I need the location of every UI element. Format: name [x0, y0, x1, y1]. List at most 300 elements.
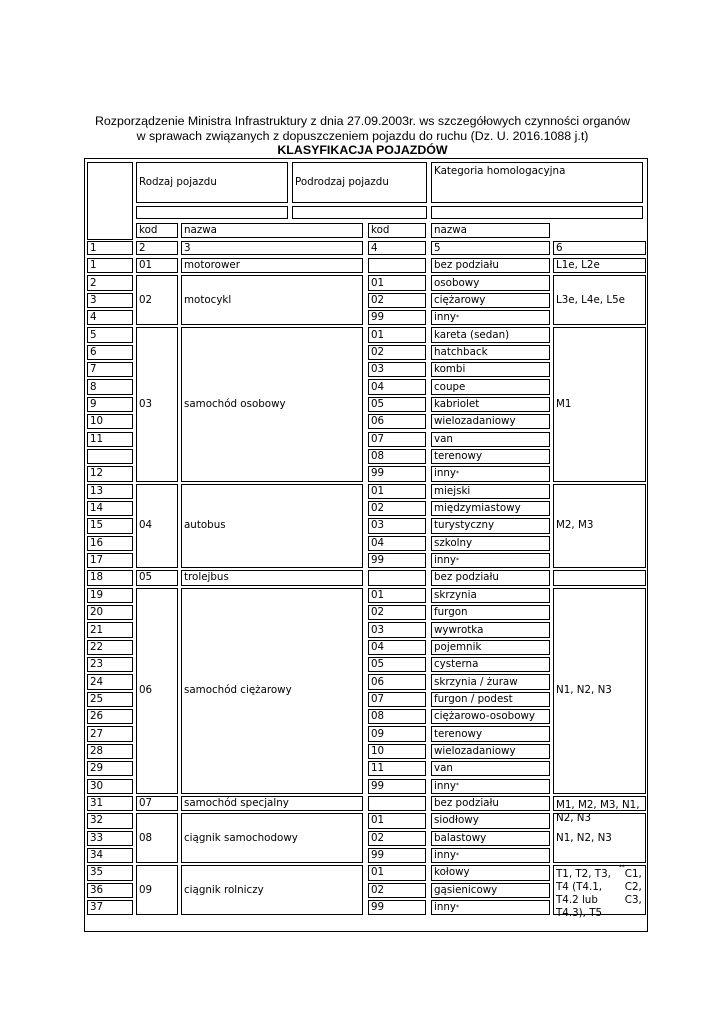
- subtype-name-text: inny: [434, 849, 457, 862]
- subtype-code: [368, 345, 426, 360]
- row-number-text: 13: [90, 484, 104, 497]
- subtype-name-text: furgon / podest: [434, 692, 513, 705]
- column-number-5: [431, 241, 550, 255]
- subtype-code: [368, 397, 426, 412]
- classification-table: [84, 158, 648, 932]
- column-number-6: [553, 241, 646, 255]
- row-number: [87, 674, 133, 689]
- subtype-code-text: 99: [371, 311, 385, 324]
- subtype-code-text: 99: [371, 467, 385, 480]
- header-podrodzaj-text: Podrodzaj pojazdu: [295, 176, 389, 188]
- row-number-text: 10: [90, 415, 104, 428]
- subtype-code-text: 08: [371, 710, 385, 723]
- subtype-name: [431, 692, 550, 707]
- row-number: [87, 831, 133, 846]
- row-number: [87, 605, 133, 620]
- subtype-code: [368, 744, 426, 759]
- subtype-name-text: bez podziału: [434, 259, 499, 272]
- row-number: [87, 258, 133, 273]
- subtype-name: inny *: [431, 553, 550, 568]
- homologation-category: [553, 327, 646, 481]
- subtype-code-text: 04: [371, 640, 385, 653]
- row-number: [87, 553, 133, 568]
- subtype-name: [431, 484, 550, 499]
- subtype-code: [368, 327, 426, 342]
- subtype-code-text: 08: [371, 450, 385, 463]
- subtype-name: [431, 865, 550, 880]
- vehicle-name-text: autobus: [184, 519, 226, 532]
- subtype-code-text: 02: [371, 606, 385, 619]
- row-number-text: 19: [90, 588, 104, 601]
- column-number-1-text: 1: [90, 241, 97, 254]
- homologation-category: [553, 588, 646, 794]
- vehicle-name-text: samochód specjalny: [184, 797, 289, 810]
- subtype-name-text: skrzynia / żuraw: [434, 675, 518, 688]
- subtype-code: [368, 674, 426, 689]
- subtype-name-text: gąsienicowy: [434, 883, 498, 896]
- subtype-name: [431, 761, 550, 776]
- subtype-name: [431, 813, 550, 828]
- column-number-1: [87, 241, 133, 255]
- subtype-name-text: balastowy: [434, 831, 487, 844]
- vehicle-code-text: 06: [139, 684, 153, 697]
- vehicle-code: [136, 865, 178, 915]
- subtype-name-text: wielozadaniowy: [434, 415, 516, 428]
- column-number-5-text: 5: [434, 241, 441, 254]
- vehicle-code: [136, 327, 178, 481]
- subtype-name-text: cysterna: [434, 658, 479, 671]
- subtype-name: inny *: [431, 466, 550, 481]
- row-number-text: 18: [90, 571, 104, 584]
- row-number-text: 2: [90, 276, 97, 289]
- row-number: [87, 640, 133, 655]
- column-number-2-text: 2: [139, 241, 146, 254]
- row-number: [87, 466, 133, 481]
- row-number-text: 1: [90, 259, 97, 272]
- subtype-name: [431, 501, 550, 516]
- subtype-name: [431, 536, 550, 551]
- subtype-name: [431, 432, 550, 447]
- subtype-code-text: 01: [371, 866, 385, 879]
- row-number: [87, 293, 133, 308]
- row-number-text: 34: [90, 849, 104, 862]
- homologation-category: [553, 258, 646, 273]
- row-number-text: 26: [90, 710, 104, 723]
- row-number: [87, 484, 133, 499]
- header-nazwa-text: nazwa: [184, 224, 217, 236]
- vehicle-code: [136, 813, 178, 863]
- row-number-text: 9: [90, 397, 97, 410]
- homologation-category-text: M1, M2, M3, N1, N2, N3: [556, 798, 640, 824]
- row-number: [87, 761, 133, 776]
- subtype-code-text: 03: [371, 519, 385, 532]
- vehicle-code: [136, 570, 178, 585]
- vehicle-code: [136, 258, 178, 273]
- subtype-code-text: 05: [371, 658, 385, 671]
- subtype-name: [431, 883, 550, 898]
- subtype-name: inny *: [431, 310, 550, 325]
- subtype-code: [368, 275, 426, 290]
- row-number: [87, 414, 133, 429]
- row-number: [87, 310, 133, 325]
- row-number-text: 28: [90, 744, 104, 757]
- row-number: [87, 622, 133, 637]
- subtype-code: [368, 518, 426, 533]
- vehicle-name-text: motorower: [184, 259, 240, 272]
- row-number: [87, 449, 133, 464]
- subtype-code: [368, 657, 426, 672]
- subtype-name: [431, 275, 550, 290]
- subtype-code-text: 07: [371, 692, 385, 705]
- vehicle-name: [181, 570, 363, 585]
- row-number: [87, 518, 133, 533]
- subtype-code: [368, 813, 426, 828]
- subtype-code: [368, 831, 426, 846]
- row-number: [87, 345, 133, 360]
- vehicle-code: [136, 796, 178, 811]
- vehicle-name: [181, 327, 363, 481]
- header-line-2: w sprawach związanych z dopuszczeniem pojazdu do ruchu (Dz. U. 2016.1088 j.t): [136, 128, 589, 143]
- row-number-text: 20: [90, 606, 104, 619]
- subtype-name: inny *: [431, 848, 550, 863]
- vehicle-code: [136, 484, 178, 569]
- vehicle-code: [136, 275, 178, 325]
- vehicle-code: [136, 588, 178, 794]
- row-number-text: 24: [90, 675, 104, 688]
- row-number-text: 22: [90, 640, 104, 653]
- header-kod: [136, 223, 178, 238]
- subtype-code: [368, 622, 426, 637]
- row-number-text: 25: [90, 692, 104, 705]
- row-number: [87, 327, 133, 342]
- row-number-text: 8: [90, 380, 97, 393]
- subtype-code: [368, 379, 426, 394]
- subtype-name: [431, 796, 550, 811]
- header-sub-kod: [368, 223, 426, 238]
- header-blank-1: [136, 206, 288, 219]
- subtype-code: [368, 588, 426, 603]
- row-number: [87, 709, 133, 724]
- subtype-code-text: 09: [371, 727, 385, 740]
- row-number-text: 7: [90, 363, 97, 376]
- header-sub-nazwa-text: nazwa: [434, 224, 467, 236]
- header-nazwa: [181, 223, 363, 238]
- homologation-category: [553, 570, 646, 585]
- vehicle-code-text: 03: [139, 397, 153, 410]
- subtype-name: [431, 293, 550, 308]
- subtype-code: [368, 709, 426, 724]
- subtype-name-text: pojemnik: [434, 640, 482, 653]
- subtype-name-text: coupe: [434, 380, 466, 393]
- subtype-name: [431, 449, 550, 464]
- subtype-code: [368, 900, 426, 915]
- vehicle-code-text: 09: [139, 883, 153, 896]
- subtype-name-text: wywrotka: [434, 623, 484, 636]
- subtype-code-text: 03: [371, 363, 385, 376]
- homologation-category-text: T1, T2, T3, T4 (T4.1, T4.2 lub T4.3), T5: [556, 868, 611, 920]
- header-sub-nazwa: [431, 223, 550, 238]
- subtype-name-text: międzymiastowy: [434, 502, 521, 515]
- vehicle-name: [181, 865, 363, 915]
- subtype-name: [431, 674, 550, 689]
- subtype-name: [431, 570, 550, 585]
- subtype-code-text: 01: [371, 484, 385, 497]
- header-rodzaj: [136, 162, 288, 203]
- subtype-code: [368, 484, 426, 499]
- subtype-name-text: inny: [434, 554, 457, 567]
- row-number-text: 11: [90, 432, 104, 445]
- subtype-code-text: 99: [371, 554, 385, 567]
- subtype-name-text: siodłowy: [434, 814, 479, 827]
- column-number-2: [136, 241, 178, 255]
- column-number-6-text: 6: [556, 241, 563, 254]
- header-blank-2: [292, 206, 427, 219]
- row-number-text: 5: [90, 328, 97, 341]
- subtype-code: [368, 761, 426, 776]
- row-number-text: 12: [90, 467, 104, 480]
- row-number: [87, 501, 133, 516]
- subtype-name: [431, 622, 550, 637]
- subtype-code-text: 06: [371, 675, 385, 688]
- subtype-name-text: kabriolet: [434, 397, 480, 410]
- row-number: [87, 275, 133, 290]
- vehicle-name: [181, 588, 363, 794]
- row-number-text: 4: [90, 311, 97, 324]
- subtype-name-text: inny: [434, 901, 457, 914]
- subtype-name: [431, 414, 550, 429]
- row-number: [87, 657, 133, 672]
- header-kategoria: [431, 162, 643, 203]
- subtype-name-text: inny: [434, 467, 457, 480]
- row-number-text: 17: [90, 554, 104, 567]
- vehicle-name-text: trolejbus: [184, 571, 229, 584]
- header-podrodzaj: [292, 162, 427, 203]
- subtype-code: [368, 692, 426, 707]
- subtype-code-text: 01: [371, 328, 385, 341]
- row-number-text: 15: [90, 519, 104, 532]
- row-number-text: 29: [90, 762, 104, 775]
- subtype-name-text: terenowy: [434, 727, 483, 740]
- subtype-code-text: 10: [371, 744, 385, 757]
- subtype-name: [431, 726, 550, 741]
- subtype-code: [368, 553, 426, 568]
- subtype-name-text: bez podziału: [434, 571, 499, 584]
- row-number: [87, 432, 133, 447]
- subtype-name: [431, 345, 550, 360]
- subtype-code-text: 04: [371, 536, 385, 549]
- homologation-category-text: N1, N2, N3: [556, 684, 612, 697]
- row-number-text: 16: [90, 536, 104, 549]
- vehicle-code-text: 04: [139, 519, 153, 532]
- vehicle-code-text: 07: [139, 797, 153, 810]
- subtype-name: [431, 640, 550, 655]
- subtype-name-text: miejski: [434, 484, 471, 497]
- subtype-name: inny *: [431, 779, 550, 794]
- header-kod-text: kod: [139, 224, 158, 236]
- row-number: [87, 692, 133, 707]
- subtype-name: [431, 518, 550, 533]
- row-number: [87, 536, 133, 551]
- document-header: [0, 114, 725, 158]
- homologation-category: [553, 275, 646, 325]
- subtype-code: [368, 293, 426, 308]
- subtype-name-text: inny: [434, 779, 457, 792]
- vehicle-name: [181, 796, 363, 811]
- subtype-name: [431, 397, 550, 412]
- subtype-code-text: 99: [371, 849, 385, 862]
- subtype-code-text: 03: [371, 623, 385, 636]
- subtype-name-text: kareta (sedan): [434, 328, 510, 341]
- column-number-4-text: 4: [371, 241, 378, 254]
- subtype-code-text: 06: [371, 415, 385, 428]
- row-number-text: 6: [90, 345, 97, 358]
- subtype-name: [431, 657, 550, 672]
- subtype-name-text: ciężarowy: [434, 293, 486, 306]
- subtype-code-text: 99: [371, 901, 385, 914]
- row-number: [87, 779, 133, 794]
- row-number: [87, 813, 133, 828]
- vehicle-name-text: ciągnik samochodowy: [184, 831, 298, 844]
- column-number-3: [181, 241, 363, 255]
- subtype-code-text: 01: [371, 276, 385, 289]
- subtype-name: [431, 362, 550, 377]
- subtype-code: [368, 414, 426, 429]
- header-line-1: Rozporządzenie Ministra Infrastruktury z dnia 27.09.2003r. ws szczegółowych czynności organów: [94, 114, 631, 128]
- row-number: [87, 588, 133, 603]
- subtype-code: [368, 883, 426, 898]
- subtype-code: [368, 570, 426, 585]
- header-sub-kod-text: kod: [371, 224, 390, 236]
- row-number: [87, 848, 133, 863]
- subtype-code: [368, 362, 426, 377]
- subtype-code-text: 01: [371, 588, 385, 601]
- subtype-code-text: 11: [371, 762, 385, 775]
- row-number: [87, 744, 133, 759]
- page-title: KLASYFIKACJA POJAZDÓW: [277, 143, 448, 157]
- subtype-name-text: terenowy: [434, 450, 483, 463]
- vehicle-code-text: 01: [139, 259, 153, 272]
- vehicle-name: [181, 813, 363, 863]
- row-number: [87, 865, 133, 880]
- header-kategoria-text: Kategoria homologacyjna: [434, 165, 566, 177]
- vehicle-name-text: motocykl: [184, 293, 232, 306]
- subtype-code: [368, 310, 426, 325]
- row-number: [87, 570, 133, 585]
- subtype-name: [431, 258, 550, 273]
- subtype-code: [368, 258, 426, 273]
- row-number: [87, 900, 133, 915]
- row-number-text: 30: [90, 779, 104, 792]
- row-number-text: 35: [90, 866, 104, 879]
- subtype-code: [368, 432, 426, 447]
- subtype-name: [431, 831, 550, 846]
- row-number: [87, 397, 133, 412]
- column-number-4: [368, 241, 426, 255]
- subtype-name-text: ciężarowo-osobowy: [434, 710, 536, 723]
- subtype-code: [368, 536, 426, 551]
- subtype-name-text: turystyczny: [434, 519, 495, 532]
- row-number-text: 36: [90, 883, 104, 896]
- subtype-code: [368, 605, 426, 620]
- subtype-code-text: 01: [371, 814, 385, 827]
- subtype-name-text: inny: [434, 311, 457, 324]
- subtype-name-text: bez podziału: [434, 797, 499, 810]
- subtype-code-text: 07: [371, 432, 385, 445]
- subtype-name: [431, 588, 550, 603]
- subtype-name-text: kombi: [434, 363, 466, 376]
- subtype-code: [368, 796, 426, 811]
- subtype-code: [368, 640, 426, 655]
- subtype-name: [431, 709, 550, 724]
- row-number-text: 33: [90, 831, 104, 844]
- row-number-text: 32: [90, 814, 104, 827]
- subtype-name-text: van: [434, 432, 453, 445]
- row-number: [87, 362, 133, 377]
- header-empty-cell: [87, 162, 133, 240]
- subtype-name-text: skrzynia: [434, 588, 477, 601]
- homologation-category: T1, T2, T3, T4 (T4.1, T4.2 lub T4.3), T5 ** C1, C2, C3,: [553, 865, 646, 915]
- row-number: [87, 379, 133, 394]
- homologation-category: [553, 796, 646, 824]
- vehicle-name: [181, 484, 363, 569]
- vehicle-name-text: samochód ciężarowy: [184, 684, 292, 697]
- vehicle-name-text: ciągnik rolniczy: [184, 883, 264, 896]
- subtype-code: [368, 501, 426, 516]
- subtype-name-text: wielozadaniowy: [434, 744, 516, 757]
- subtype-name-text: hatchback: [434, 345, 488, 358]
- vehicle-code-text: 08: [139, 831, 153, 844]
- subtype-code-text: 02: [371, 831, 385, 844]
- row-number-text: 3: [90, 293, 97, 306]
- header-rodzaj-text: Rodzaj pojazdu: [139, 176, 217, 188]
- row-number-text: 21: [90, 623, 104, 636]
- subtype-code-text: 02: [371, 502, 385, 515]
- vehicle-code-text: 02: [139, 293, 153, 306]
- subtype-name: [431, 744, 550, 759]
- vehicle-code-text: 05: [139, 571, 153, 584]
- vehicle-name-text: samochód osobowy: [184, 397, 286, 410]
- homologation-category-text: M2, M3: [556, 519, 594, 532]
- subtype-name: [431, 379, 550, 394]
- subtype-name-text: van: [434, 762, 453, 775]
- subtype-code-text: 99: [371, 779, 385, 792]
- row-number-text: 27: [90, 727, 104, 740]
- row-number: [87, 796, 133, 811]
- homologation-category-tail: C1, C2, C3,: [624, 868, 642, 907]
- header-blank-3: [431, 206, 643, 219]
- subtype-code-text: 02: [371, 345, 385, 358]
- column-number-3-text: 3: [184, 241, 191, 254]
- homologation-category: [553, 813, 646, 863]
- row-number-text: 23: [90, 658, 104, 671]
- row-number-text: 31: [90, 797, 104, 810]
- vehicle-name: [181, 258, 363, 273]
- subtype-name-text: kołowy: [434, 866, 470, 879]
- subtype-code: [368, 779, 426, 794]
- row-number-text: 37: [90, 901, 104, 914]
- subtype-name: inny *: [431, 900, 550, 915]
- subtype-code: [368, 726, 426, 741]
- homologation-category-text: L3e, L4e, L5e: [556, 293, 625, 306]
- homologation-category-text: L1e, L2e: [556, 259, 600, 272]
- subtype-code-text: 04: [371, 380, 385, 393]
- homologation-category: [553, 484, 646, 569]
- subtype-name-text: osobowy: [434, 276, 480, 289]
- subtype-code: [368, 466, 426, 481]
- row-number: [87, 883, 133, 898]
- vehicle-name: [181, 275, 363, 325]
- homologation-category-text: M1: [556, 397, 572, 410]
